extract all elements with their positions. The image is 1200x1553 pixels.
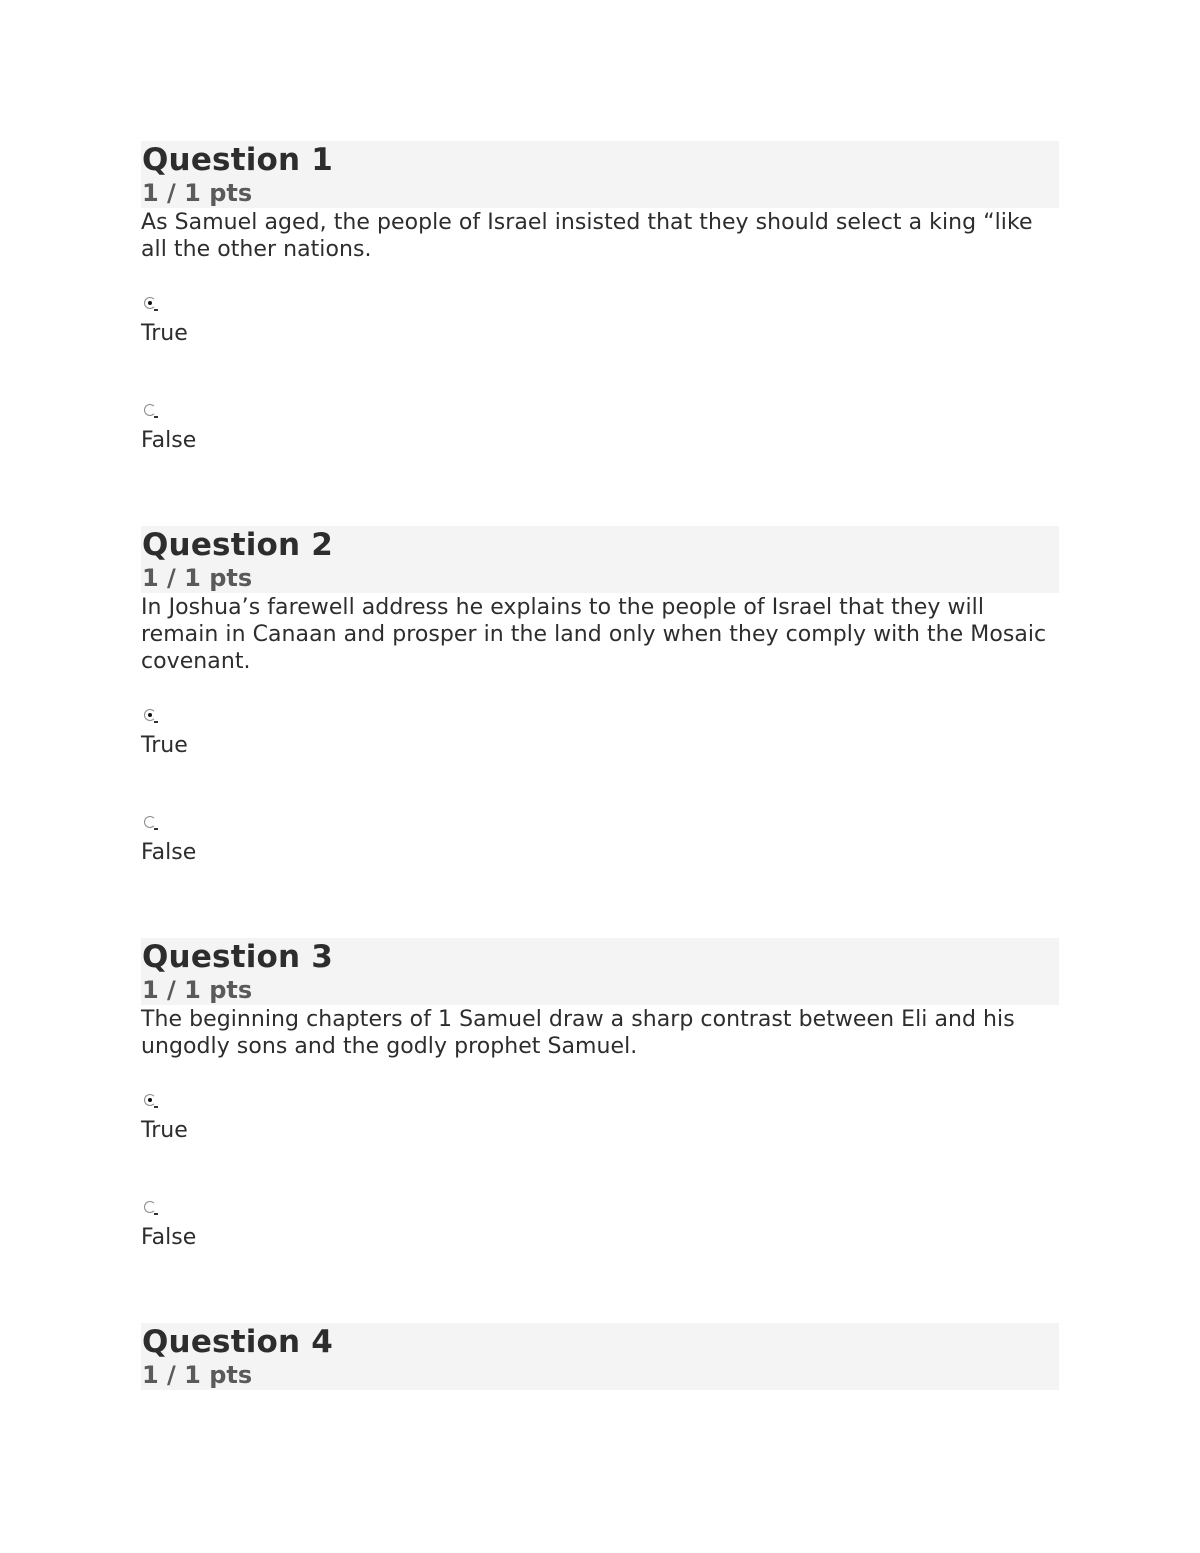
answer-option-true[interactable] [141, 695, 1059, 802]
question-3 [141, 938, 1059, 1294]
answer-label: False [141, 428, 197, 453]
answer-label: True [141, 1118, 188, 1143]
question-points: 1 / 1 pts [142, 179, 253, 207]
answer-option-false[interactable] [141, 1187, 1059, 1294]
question-header [141, 938, 1059, 1005]
question-text: The beginning chapters of 1 Samuel draw a sharp contrast between Eli and his ungodly sons and the godly prophet Samuel. [141, 1007, 1015, 1059]
radio-selected-icon[interactable] [144, 297, 156, 309]
radio-unselected-icon[interactable] [144, 816, 156, 828]
question-title: Question 2 [142, 527, 334, 563]
answer-label: True [141, 321, 188, 346]
answer-label: True [141, 733, 188, 758]
answer-option-true[interactable] [141, 1080, 1059, 1187]
answer-list [141, 695, 1059, 909]
question-header [141, 526, 1059, 593]
radio-selected-icon[interactable] [144, 709, 156, 721]
answer-list [141, 1080, 1059, 1294]
answer-label: False [141, 840, 197, 865]
question-points: 1 / 1 pts [142, 564, 253, 592]
question-header [141, 1323, 1059, 1390]
question-text: In Joshua’s farewell address he explains to the people of Israel that they will remain in Canaan and prosper in the land only when they comply with the Mosaic covenant. [141, 595, 1047, 674]
question-header [141, 141, 1059, 208]
answer-option-true[interactable] [141, 283, 1059, 390]
answer-option-false[interactable] [141, 390, 1059, 497]
question-points: 1 / 1 pts [142, 1361, 253, 1389]
question-text: As Samuel aged, the people of Israel insisted that they should select a king “like all the other nations. [141, 210, 1033, 262]
radio-unselected-icon[interactable] [144, 1201, 156, 1213]
question-title: Question 4 [142, 1324, 334, 1360]
answer-option-false[interactable] [141, 802, 1059, 909]
answer-list [141, 283, 1059, 497]
question-2 [141, 526, 1059, 909]
question-4 [141, 1323, 1059, 1390]
question-title: Question 3 [142, 939, 334, 975]
answer-label: False [141, 1225, 197, 1250]
question-points: 1 / 1 pts [142, 976, 253, 1004]
radio-selected-icon[interactable] [144, 1094, 156, 1106]
question-1 [141, 141, 1059, 497]
question-title: Question 1 [142, 142, 334, 178]
radio-unselected-icon[interactable] [144, 404, 156, 416]
